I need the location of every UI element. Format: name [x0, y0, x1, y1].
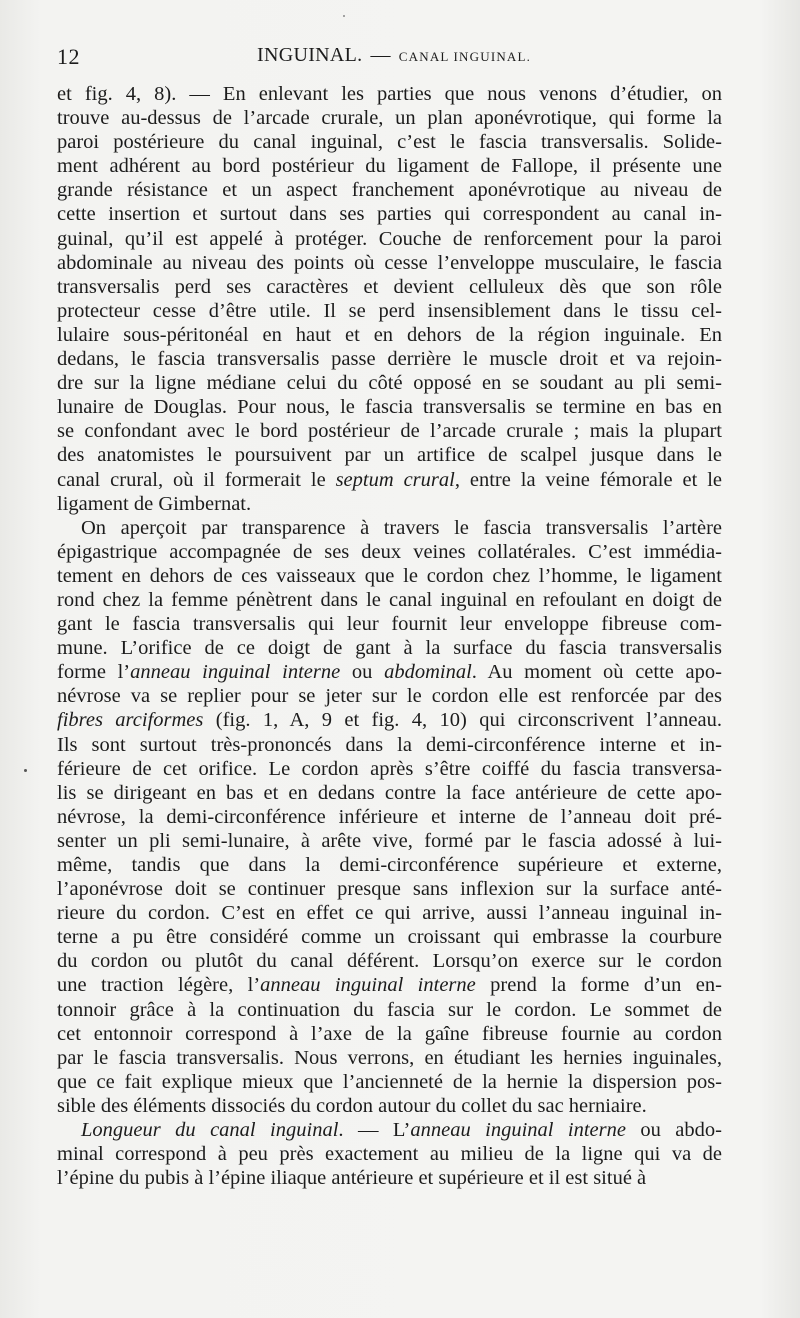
text-line: une traction légère, l’anneau inguinal interne prend la forme d’un en-	[57, 974, 722, 997]
text-line: épigastrique accompagnée de ses deux veines collatérales. C’est immédia-	[57, 540, 722, 563]
text-line: névrose, la demi-circonférence inférieure et interne de l’anneau doit pré-	[57, 805, 722, 828]
text-line: et fig. 4, 8). — En enlevant les parties que nous venons d’étudier, on	[57, 83, 722, 105]
text-line: abdominale au niveau des points où cesse l’enveloppe musculaire, le fascia	[57, 251, 722, 274]
paper-speck	[343, 15, 345, 17]
text-line: l’épine du pubis à l’épine iliaque antérieure et supérieure et il est situé à	[57, 1167, 647, 1190]
text-line: lis se dirigeant en bas et en dedans contre la face antérieure de cette apo-	[57, 781, 722, 804]
text-line: fibres arciformes (fig. 1, A, 9 et fig. 4, 10) qui circonscrivent l’anneau.	[57, 709, 722, 732]
text-line: névrose va se replier pour se jeter sur le cordon elle est renforcée par des	[57, 685, 722, 708]
text-line: gant le fascia transversalis qui leur fournit leur enveloppe fibreuse com-	[57, 613, 722, 636]
paragraph-anneau-inguinal-interne	[57, 516, 722, 1118]
paragraph-fascia-transversalis	[57, 82, 722, 516]
text-line: cette insertion et surtout dans ses parties qui correspondent au canal in-	[57, 203, 722, 226]
text-line: forme l’anneau inguinal interne ou abdominal. Au moment où cette apo-	[57, 661, 722, 684]
page-number: 12	[57, 44, 80, 69]
body-text	[57, 82, 722, 1190]
text-line: senter un pli semi-lunaire, à arête vive, formé par le fascia adossé à lui-	[57, 829, 722, 852]
text-line: rond chez la femme pénètrent dans le canal inguinal en refoulant en doigt de	[57, 588, 722, 611]
text-line: rieure du cordon. C’est en effet ce qui arrive, aussi l’anneau inguinal in-	[57, 902, 722, 925]
text-line: guinal, qu’il est appelé à protéger. Couche de renforcement pour la paroi	[57, 227, 722, 250]
text-line: Longueur du canal inguinal. — L’anneau inguinal interne ou abdo-	[81, 1119, 722, 1142]
text-line: minal correspond à peu près exactement au milieu de la ligne qui va de	[57, 1143, 722, 1166]
text-line: que ce fait explique mieux que l’ancienneté de la hernie la dispersion pos-	[57, 1070, 722, 1093]
text-line: des anatomistes le poursuivent par un artifice de scalpel jusque dans le	[57, 444, 722, 467]
header-subtitle: CANAL INGUINAL.	[398, 49, 532, 64]
text-line: mune. L’orifice de ce doigt de gant à la surface du fascia transversalis	[57, 637, 722, 660]
running-header	[57, 44, 722, 74]
text-line: l’aponévrose doit se continuer presque sans inflexion sur la surface anté-	[57, 878, 722, 901]
header-title: INGUINAL.	[257, 44, 363, 66]
text-line: protecteur cesse d’être utile. Il se perd insensiblement dans le tissu cel-	[57, 299, 722, 322]
text-line: ment adhérent au bord postérieur du ligament de Fallope, il présente une	[57, 155, 722, 178]
text-line: ligament de Gimbernat.	[57, 492, 252, 515]
text-line: dre sur la ligne médiane celui du côté opposé en se soudant au pli semi-	[57, 372, 722, 395]
text-line: même, tandis que dans la demi-circonférence supérieure et externe,	[57, 854, 722, 876]
text-line: du cordon ou plutôt du canal déférent. Lorsqu’on exerce sur le cordon	[57, 950, 722, 973]
text-line: On aperçoit par transparence à travers le fascia transversalis l’artère	[81, 516, 722, 539]
text-line: se confondant avec le bord postérieur de l’arcade crurale ; mais la plupart	[57, 420, 722, 443]
text-line: transversalis perd ses caractères et devient celluleux dès que son rôle	[57, 275, 722, 298]
text-line: tonnoir grâce à la continuation du fascia sur le cordon. Le sommet de	[57, 998, 722, 1021]
text-line: trouve au-dessus de l’arcade crurale, un plan aponévrotique, qui forme la	[57, 107, 722, 130]
text-line: canal crural, où il formerait le septum crural, entre la veine fémorale et le	[57, 468, 722, 491]
text-line: Ils sont surtout très-prononcés dans la demi-circonférence interne et in-	[57, 733, 722, 756]
text-line: lunaire de Douglas. Pour nous, le fascia transversalis se termine en bas en	[57, 396, 722, 419]
margin-mark	[24, 769, 27, 772]
text-line: lulaire sous-péritonéal en haut et en dehors de la région inguinale. En	[57, 323, 722, 346]
paragraph-longueur-canal-inguinal	[57, 1118, 722, 1190]
text-line: par le fascia transversalis. Nous verrons, en étudiant les hernies inguinales,	[57, 1046, 722, 1069]
text-line: férieure de cet orifice. Le cordon après s’être coiffé du fascia transversa-	[57, 757, 722, 780]
running-title	[257, 44, 531, 67]
text-line: cet entonnoir correspond à l’axe de la gaîne fibreuse fournie au cordon	[57, 1022, 722, 1045]
text-line: tement en dehors de ces vaisseaux que le cordon chez l’homme, le ligament	[57, 564, 722, 587]
header-separator: —	[370, 44, 391, 66]
text-line: dedans, le fascia transversalis passe derrière le muscle droit et va rejoin-	[57, 348, 722, 371]
text-line: terne a pu être considéré comme un croissant qui embrasse la courbure	[57, 926, 722, 949]
text-line: sible des éléments dissociés du cordon autour du collet du sac herniaire.	[57, 1094, 647, 1117]
text-line: grande résistance et un aspect franchement aponévrotique au niveau de	[57, 179, 722, 202]
text-line: paroi postérieure du canal inguinal, c’est le fascia transversalis. Solide-	[57, 131, 722, 154]
